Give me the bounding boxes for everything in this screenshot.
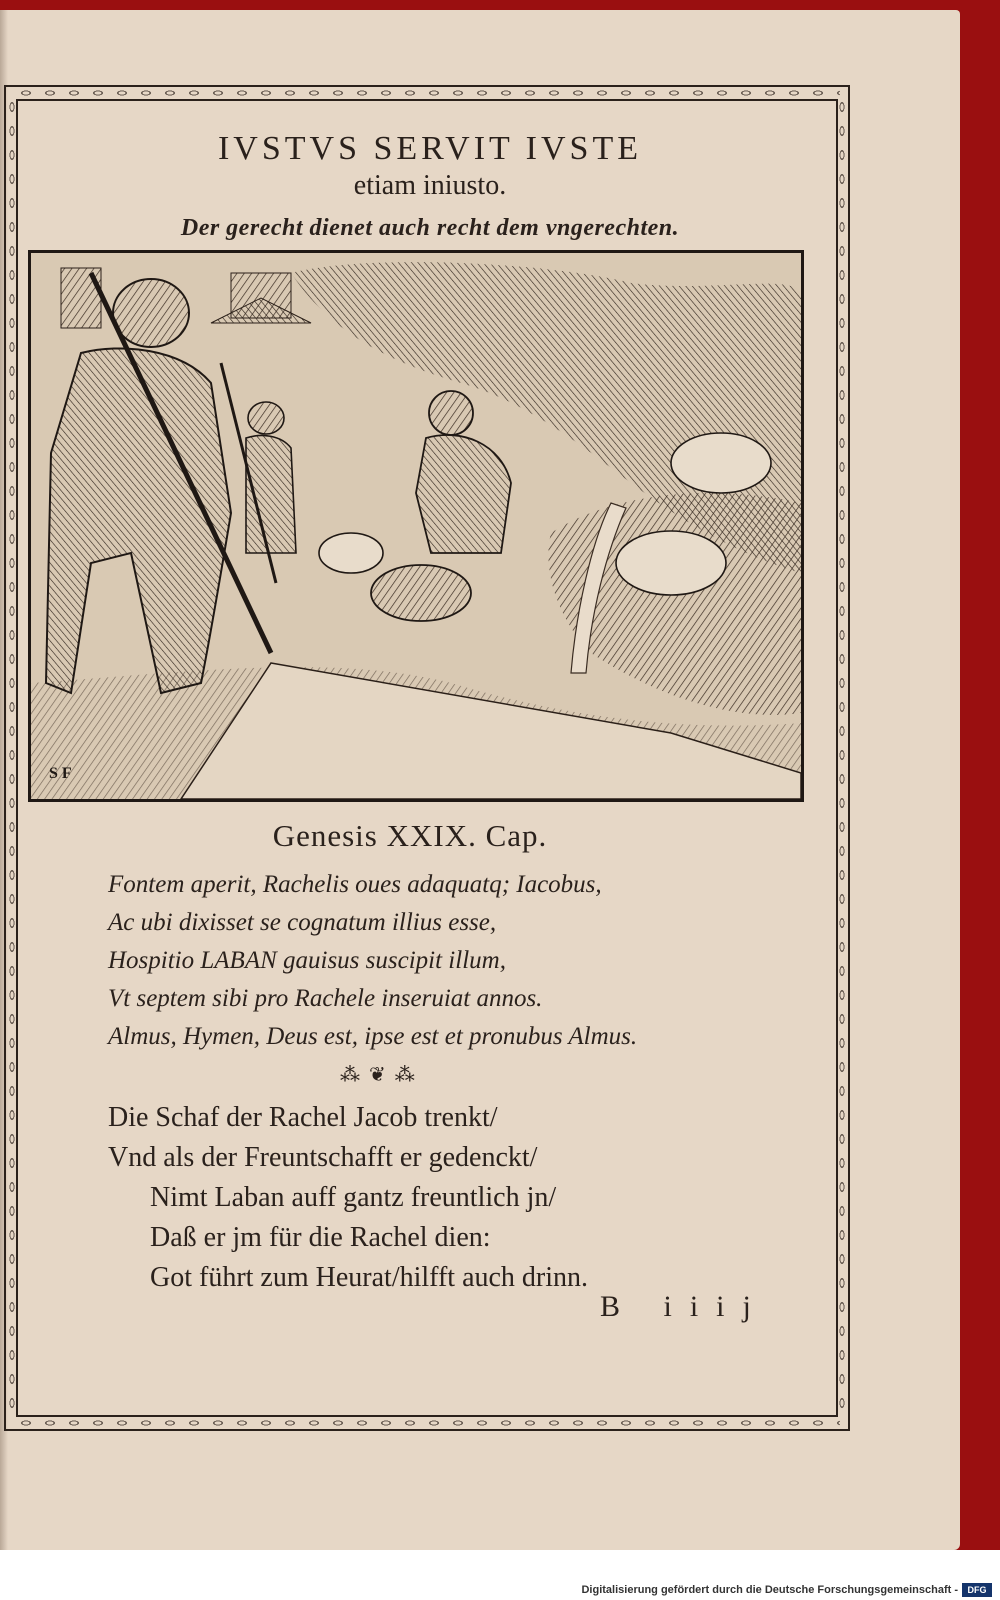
latin-verse-line: Fontem aperit, Rachelis oues adaquatq; Iacobus, [108, 871, 602, 898]
latin-verse-line: Vt septem sibi pro Rachele inseruiat annos. [108, 985, 543, 1012]
motto-german: Der gerecht dienet auch recht dem vngerechten. [180, 215, 680, 241]
motto-latin-line2: etiam iniusto. [353, 170, 507, 201]
woodcut-monogram: S F [49, 765, 72, 782]
dog [371, 565, 471, 621]
chapter-caption: Genesis XXIX. Cap. [272, 818, 548, 853]
figure-head-rachel [429, 391, 473, 435]
latin-verse-line: Hospitio LABAN gauisus suscipit illum, [108, 947, 506, 974]
border-chain-top [14, 89, 840, 97]
german-verse-line: Nimt Laban auff gantz freuntlich jn/ [150, 1182, 557, 1213]
latin-verses [108, 866, 808, 1056]
latin-verse-line: Ac ubi dixisset se cognatum illius esse, [108, 909, 497, 936]
book-page [0, 10, 960, 1550]
fleuron-ornament: ⁂ ❦ ⁂ [340, 1064, 417, 1086]
latin-verse-line: Almus, Hymen, Deus est, ipse est et pronubus Almus. [108, 1023, 638, 1050]
figure-head [113, 279, 189, 347]
dfg-logo: DFG [962, 1583, 992, 1597]
sheep-2 [616, 531, 726, 595]
sheep [319, 533, 383, 573]
sheep-3 [671, 433, 771, 493]
german-verse-line: Die Schaf der Rachel Jacob trenkt/ [108, 1102, 498, 1133]
german-verses [108, 1098, 808, 1298]
border-chain-left [8, 95, 16, 1421]
woodcut-illustration [28, 250, 804, 802]
german-verse-line: Got führt zum Heurat/hilfft auch drinn. [150, 1262, 589, 1293]
motto-latin-line1: IVSTVS SERVIT IVSTE [217, 130, 642, 167]
border-chain-right [838, 95, 846, 1421]
funding-credit: Digitalisierung gefördert durch die Deutsche Forschungsgemeinschaft - [581, 1584, 958, 1596]
woodcut-scene [31, 253, 801, 799]
signature-mark: B iiij [600, 1290, 769, 1323]
german-verse-line: Vnd als der Freuntschafft er gedenckt/ [108, 1142, 538, 1173]
german-verse-line: Daß er jm für die Rachel dien: [150, 1222, 491, 1253]
border-chain-bottom [14, 1419, 840, 1427]
footer-bar [0, 1550, 1000, 1600]
figure-head-2 [248, 402, 284, 434]
